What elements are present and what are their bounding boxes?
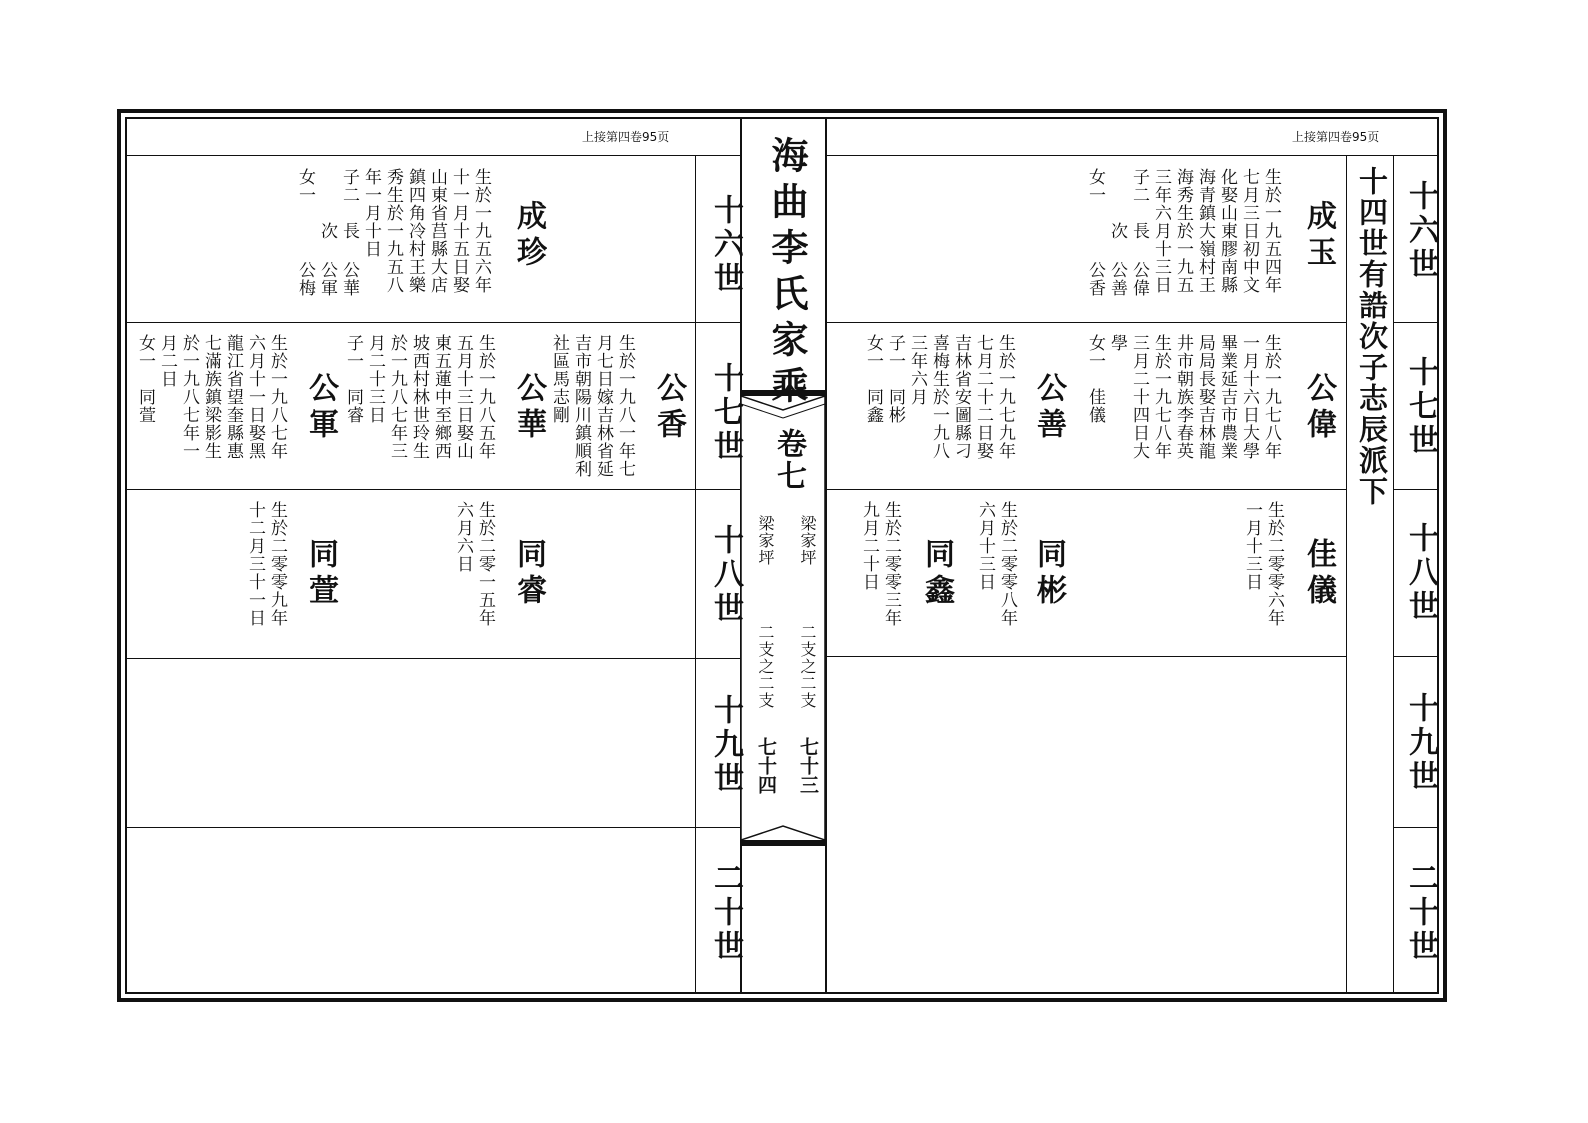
- right-row-rule-3: [826, 656, 1346, 657]
- bio-line: 月二十三日: [365, 334, 385, 424]
- bio-line: 坡西村林世玲生: [409, 334, 429, 460]
- bio-line: 女一 公香: [1085, 168, 1105, 297]
- bio-line: 生於一九七八年: [1261, 334, 1281, 460]
- entry-bio: [862, 334, 1016, 460]
- bio-line: 子一 同睿: [343, 334, 363, 424]
- entry-name: 公偉: [1301, 372, 1336, 444]
- left-row-rule-2: [126, 489, 740, 490]
- bio-line: 吉林省安圖縣刁: [951, 334, 971, 460]
- entry-bio: [548, 334, 636, 478]
- left-row-rule-3: [126, 658, 740, 659]
- bio-line: 女一 同鑫: [863, 334, 883, 424]
- entry-name: 公華: [511, 372, 546, 444]
- entry-bio: [858, 501, 902, 627]
- spine-band-bottom: [741, 840, 825, 846]
- bio-line: 五月十三日娶山: [453, 334, 473, 460]
- spine-right-border: [825, 118, 827, 993]
- bio-line: 生於二零零六年: [1264, 501, 1284, 627]
- left-gen-19: 十九世: [708, 694, 743, 796]
- bio-line: 女一 公梅: [295, 168, 315, 297]
- left-header-text: 上接第四卷95页: [582, 130, 670, 144]
- bio-line: 女一 佳儀: [1085, 334, 1105, 424]
- bio-line: 秀生於一九五八: [383, 168, 403, 294]
- bio-line: 七月二十二日娶: [973, 334, 993, 460]
- right-gen-rule-2: [1393, 489, 1438, 490]
- bio-line: 三月二十四日大: [1129, 334, 1149, 460]
- entry-name: 公香: [651, 372, 686, 444]
- bio-line: 六月六日: [453, 501, 473, 573]
- bio-line: 三年六月: [907, 334, 927, 406]
- left-header-rule: [126, 155, 740, 156]
- right-gen-17: 十七世: [1403, 356, 1438, 458]
- left-row-rule-4: [126, 827, 740, 828]
- entry-bio: [1084, 168, 1282, 297]
- bio-line: 一月十三日: [1242, 501, 1262, 591]
- bio-line: 九月二十日: [859, 501, 879, 591]
- bio-line: 於一九八七年一: [179, 334, 199, 460]
- entry-name: 成珍: [511, 200, 546, 272]
- entry-name: 佳儀: [1301, 538, 1336, 610]
- right-row-rule-2: [826, 489, 1346, 490]
- right-gen-19: 十九世: [1403, 692, 1438, 794]
- right-side-title-rule-left: [1346, 155, 1347, 993]
- bio-line: 生於一九七八年: [1151, 334, 1171, 460]
- entry-name: 成玉: [1301, 200, 1336, 272]
- bio-line: 月二日: [157, 334, 177, 388]
- bio-line: 三年六月十三日: [1151, 168, 1171, 294]
- right-gen-rule-4: [1393, 827, 1438, 828]
- entry-name: 同鑫: [919, 538, 954, 610]
- bio-line: 十一月十五日娶: [449, 168, 469, 294]
- bio-line: 海青鎮大嶺村王: [1195, 168, 1215, 294]
- entry-name: 公善: [1031, 372, 1066, 444]
- bio-line: 年一月十日: [361, 168, 381, 258]
- bio-line: 東五蓮中至鄉西: [431, 334, 451, 460]
- right-gen-rule-1: [1393, 322, 1438, 323]
- entry-bio: [974, 501, 1018, 627]
- right-side-title-rule-right: [1393, 155, 1394, 993]
- left-row-rule-1: [126, 322, 740, 323]
- entry-name: 同彬: [1031, 538, 1066, 610]
- bio-line: 生於一九八一年七: [615, 334, 635, 478]
- volume-label: 卷七: [771, 428, 806, 492]
- bio-line: 月七日嫁吉林省延: [593, 334, 613, 478]
- bio-line: 十二月三十一日: [245, 501, 265, 627]
- left-gen-20: 二十世: [708, 862, 743, 964]
- left-branch-name: 梁家坪: [756, 515, 775, 566]
- bio-line: 子二 長 公華: [339, 168, 359, 297]
- bio-line: 生於一九七九年: [995, 334, 1015, 460]
- entry-name: 同睿: [511, 538, 546, 610]
- right-page-number: 七十三: [797, 737, 819, 794]
- bio-line: 鎮四角冷村王樂: [405, 168, 425, 294]
- left-gen-17: 十七世: [708, 362, 743, 464]
- left-gen-18: 十八世: [708, 524, 743, 626]
- bio-line: 生於二零零八年: [997, 501, 1017, 627]
- entry-bio: [1241, 501, 1285, 627]
- bio-line: 七月三日初中文: [1239, 168, 1259, 294]
- entry-bio: [244, 501, 288, 627]
- bio-line: 子一 同彬: [885, 334, 905, 424]
- bio-line: 喜梅生於一九八: [929, 334, 949, 460]
- right-row-rule-1: [826, 322, 1346, 323]
- entry-bio: [342, 334, 496, 460]
- bio-line: 學: [1107, 334, 1127, 352]
- right-gen-20: 二十世: [1403, 862, 1438, 964]
- bio-line: 生於一九八五年: [475, 334, 495, 460]
- bio-line: 局局長娶吉林龍: [1195, 334, 1215, 460]
- bio-line: 六月十三日: [975, 501, 995, 591]
- bio-line: 子二 長 公偉: [1129, 168, 1149, 297]
- right-gen-18: 十八世: [1403, 522, 1438, 624]
- left-gen-column-rule: [695, 155, 696, 993]
- bio-line: 六月十一日娶黑: [245, 334, 265, 460]
- left-page-number: 七十四: [755, 737, 777, 794]
- left-gen-16: 十六世: [708, 194, 743, 296]
- entry-bio: [452, 501, 496, 627]
- bio-line: 吉市朝陽川鎮順利: [571, 334, 591, 478]
- bio-line: 生於一九五四年: [1261, 168, 1281, 294]
- bio-line: 生於二零一五年: [475, 501, 495, 627]
- bio-line: 次 公軍: [317, 168, 337, 297]
- right-side-title: 十四世有誥次子志辰派下: [1355, 166, 1389, 507]
- entry-name: 同萱: [303, 538, 338, 610]
- right-gen-rule-3: [1393, 656, 1438, 657]
- bio-line: 化娶山東膠南縣: [1217, 168, 1237, 294]
- entry-bio: [134, 334, 288, 460]
- bio-line: 海秀生於一九五: [1173, 168, 1193, 294]
- bio-line: 龍江省望奎縣惠: [223, 334, 243, 460]
- bio-line: 七滿族鎮梁影生: [201, 334, 221, 460]
- bio-line: 生於二零零九年: [267, 501, 287, 627]
- bio-line: 社區馬志剛: [549, 334, 569, 424]
- right-header-text: 上接第四卷95页: [1292, 130, 1380, 144]
- left-branch-sub: 二支之二支: [756, 624, 775, 709]
- entry-bio: [294, 168, 492, 297]
- entry-bio: [1084, 334, 1282, 460]
- right-branch-name: 梁家坪: [798, 515, 817, 566]
- bio-line: 井市朝族李春英: [1173, 334, 1193, 460]
- bio-line: 次 公善: [1107, 168, 1127, 297]
- book-title: 海曲李氏家乘: [765, 136, 809, 412]
- bio-line: 於一九八七年三: [387, 334, 407, 460]
- bio-line: 畢業延吉市農業: [1217, 334, 1237, 460]
- bio-line: 生於一九五六年: [471, 168, 491, 294]
- entry-name: 公軍: [303, 372, 338, 444]
- right-gen-16: 十六世: [1403, 180, 1438, 282]
- bio-line: 生於二零零三年: [881, 501, 901, 627]
- bio-line: 山東省莒縣大店: [427, 168, 447, 294]
- bio-line: 生於一九八七年: [267, 334, 287, 460]
- bio-line: 一月十六日大學: [1239, 334, 1259, 460]
- bio-line: 女一 同萱: [135, 334, 155, 424]
- right-branch-sub: 二支之二支: [798, 624, 817, 709]
